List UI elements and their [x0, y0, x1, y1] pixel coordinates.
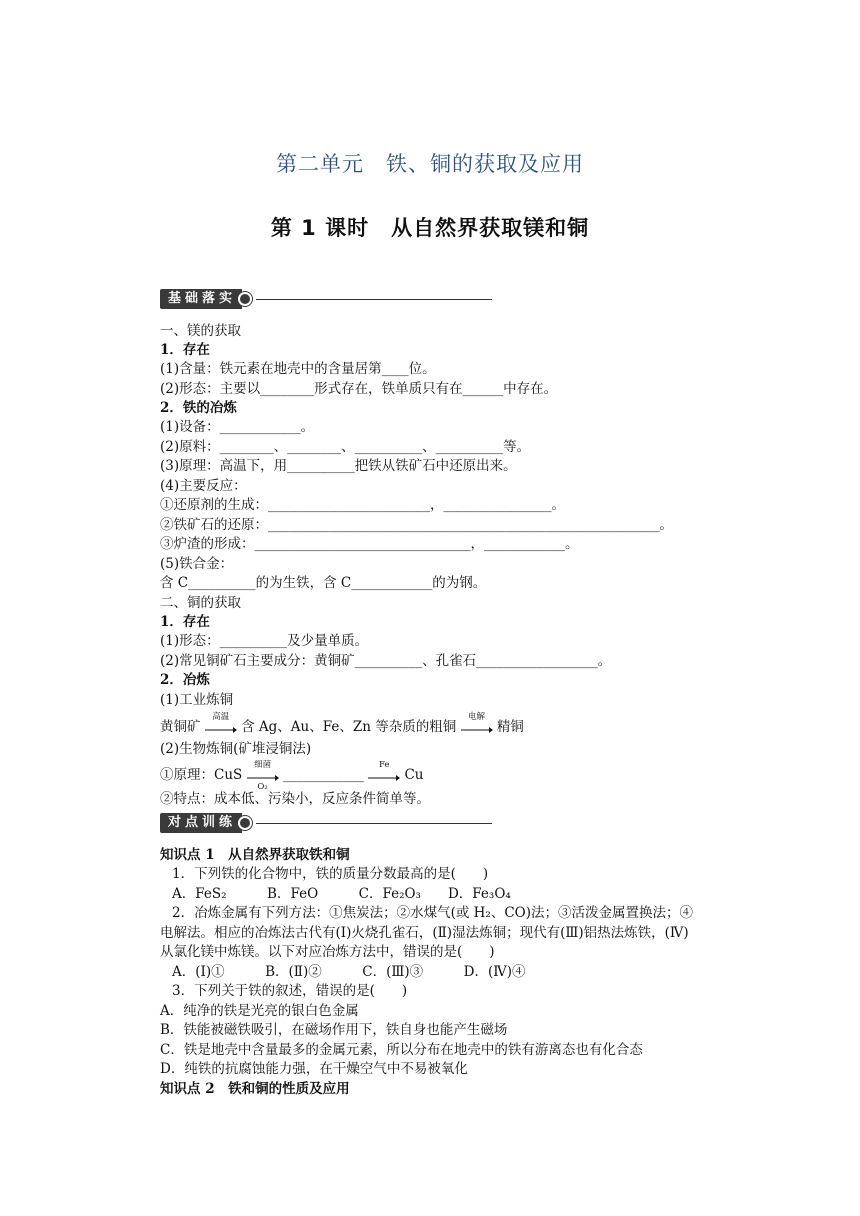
line-content: (1)含量：铁元素在地壳中的含量居第____位。	[160, 361, 436, 377]
line-reactions: (4)主要反应：	[160, 478, 247, 494]
heading-smelting-iron: 2．铁的冶炼	[160, 400, 237, 416]
question-2-line-1: 2．冶炼金属有下列方法：①焦炭法；②水煤气(或 H₂、CO)法；③活泼金属置换法；④	[172, 905, 693, 921]
lesson-title: 第 1 课时 从自然界获取镁和铜	[270, 216, 590, 240]
line-industrial: (1)工业炼铜	[160, 692, 234, 708]
arrow-condition-label: O₂	[257, 781, 268, 792]
question-3: 3．下列关于铁的叙述，错误的是( )	[172, 983, 408, 999]
flow-end: 精铜	[496, 719, 524, 735]
question-3-option-b: B．铁能被磁铁吸引，在磁场作用下，铁自身也能产生磁场	[160, 1022, 508, 1038]
bio-blank: ____________	[282, 767, 364, 783]
basics-banner	[160, 288, 492, 310]
line-equipment: (1)设备：____________。	[160, 419, 315, 435]
question-3-option-a: A．纯净的铁是光亮的银白色金属	[160, 1003, 359, 1019]
heading-existence-2: 1．存在	[160, 614, 210, 630]
question-1: 1．下列铁的化合物中，铁的质量分数最高的是( )	[172, 866, 489, 882]
line-ore-reduction: ②铁矿石的还原：__________________________________________________________。	[160, 517, 673, 533]
arrow-icon	[205, 711, 237, 735]
question-3-option-c: C．铁是地壳中含量最多的金属元素，所以分布在地壳中的铁有游离态也有化合态	[160, 1042, 643, 1058]
section-copper: 二、铜的获取	[160, 595, 241, 611]
knowledge-point-2: 知识点 2 铁和铜的性质及应用	[160, 1081, 350, 1097]
line-bio-principle	[160, 759, 424, 792]
line-bio-features: ②特点：成本低、污染小，反应条件简单等。	[160, 791, 430, 807]
line-form: (2)形态：主要以________形式存在，铁单质只有在______中存在。	[160, 381, 558, 397]
line-industrial-flow	[160, 711, 524, 737]
arrow-condition-label: 细菌	[254, 759, 272, 770]
heading-copper-smelting: 2．冶炼	[160, 672, 210, 688]
line-copper-ores: (2)常见铜矿石主要成分：黄铜矿__________、孔雀石__________________。	[160, 653, 612, 669]
banner-dot-icon	[238, 816, 252, 830]
line-copper-form: (1)形态：__________及少量单质。	[160, 633, 369, 649]
question-2-line-3: 从氯化镁中炼镁。以下对应冶炼方法中，错误的是( )	[160, 944, 495, 960]
question-1-options: A．FeS₂ B．FeO C．Fe₂O₃ D．Fe₃O₄	[172, 886, 511, 902]
question-2-options: A．(Ⅰ)① B．(Ⅱ)② C．(Ⅲ)③ D．(Ⅳ)④	[172, 964, 526, 980]
line-materials: (2)原料：________、________、__________、__________等。	[160, 439, 531, 455]
arrow-icon	[247, 759, 279, 792]
flow-middle: 含 Ag、Au、Fe、Zn 等杂质的粗铜	[241, 719, 457, 735]
line-principle: (3)原理：高温下，用__________把铁从铁矿石中还原出来。	[160, 458, 517, 474]
arrow-condition-label: 高温	[212, 711, 230, 722]
line-reductant: ①还原剂的生成：________________________，________________。	[160, 497, 565, 513]
banner-rule	[256, 299, 492, 300]
unit-title: 第二单元 铁、铜的获取及应用	[276, 152, 584, 176]
question-2-line-2: 电解法。相应的冶炼法古代有(Ⅰ)火烧孔雀石，(Ⅱ)湿法炼铜；现代有(Ⅲ)铝热法炼铁，(Ⅳ)	[160, 925, 689, 941]
question-3-option-d: D．纯铁的抗腐蚀能力强，在干燥空气中不易被氧化	[160, 1061, 468, 1077]
line-bio: (2)生物炼铜(矿堆浸铜法)	[160, 741, 312, 757]
line-slag: ③炉渣的形成：________________________________，____________。	[160, 536, 579, 552]
heading-existence-1: 1．存在	[160, 342, 210, 358]
arrow-icon	[461, 711, 493, 735]
flow-start: 黄铜矿	[160, 719, 201, 735]
practice-banner	[160, 812, 492, 834]
basics-banner-label: 基础落实	[160, 289, 242, 309]
bio-end: Cu	[404, 767, 424, 783]
section-magnesium: 一、镁的获取	[160, 323, 241, 339]
line-carbon: 含 C__________的为生铁，含 C____________的为钢。	[160, 575, 487, 591]
banner-rule	[256, 823, 492, 824]
line-alloy: (5)铁合金：	[160, 556, 234, 572]
arrow-condition-label: Fe	[378, 759, 390, 770]
arrow-condition-label: 电解	[468, 711, 486, 722]
knowledge-point-1: 知识点 1 从自然界获取铁和铜	[160, 847, 350, 863]
arrow-icon	[368, 759, 400, 783]
practice-banner-label: 对点训练	[160, 813, 242, 833]
bio-start: ①原理：CuS	[160, 767, 243, 783]
banner-dot-icon	[238, 292, 252, 306]
